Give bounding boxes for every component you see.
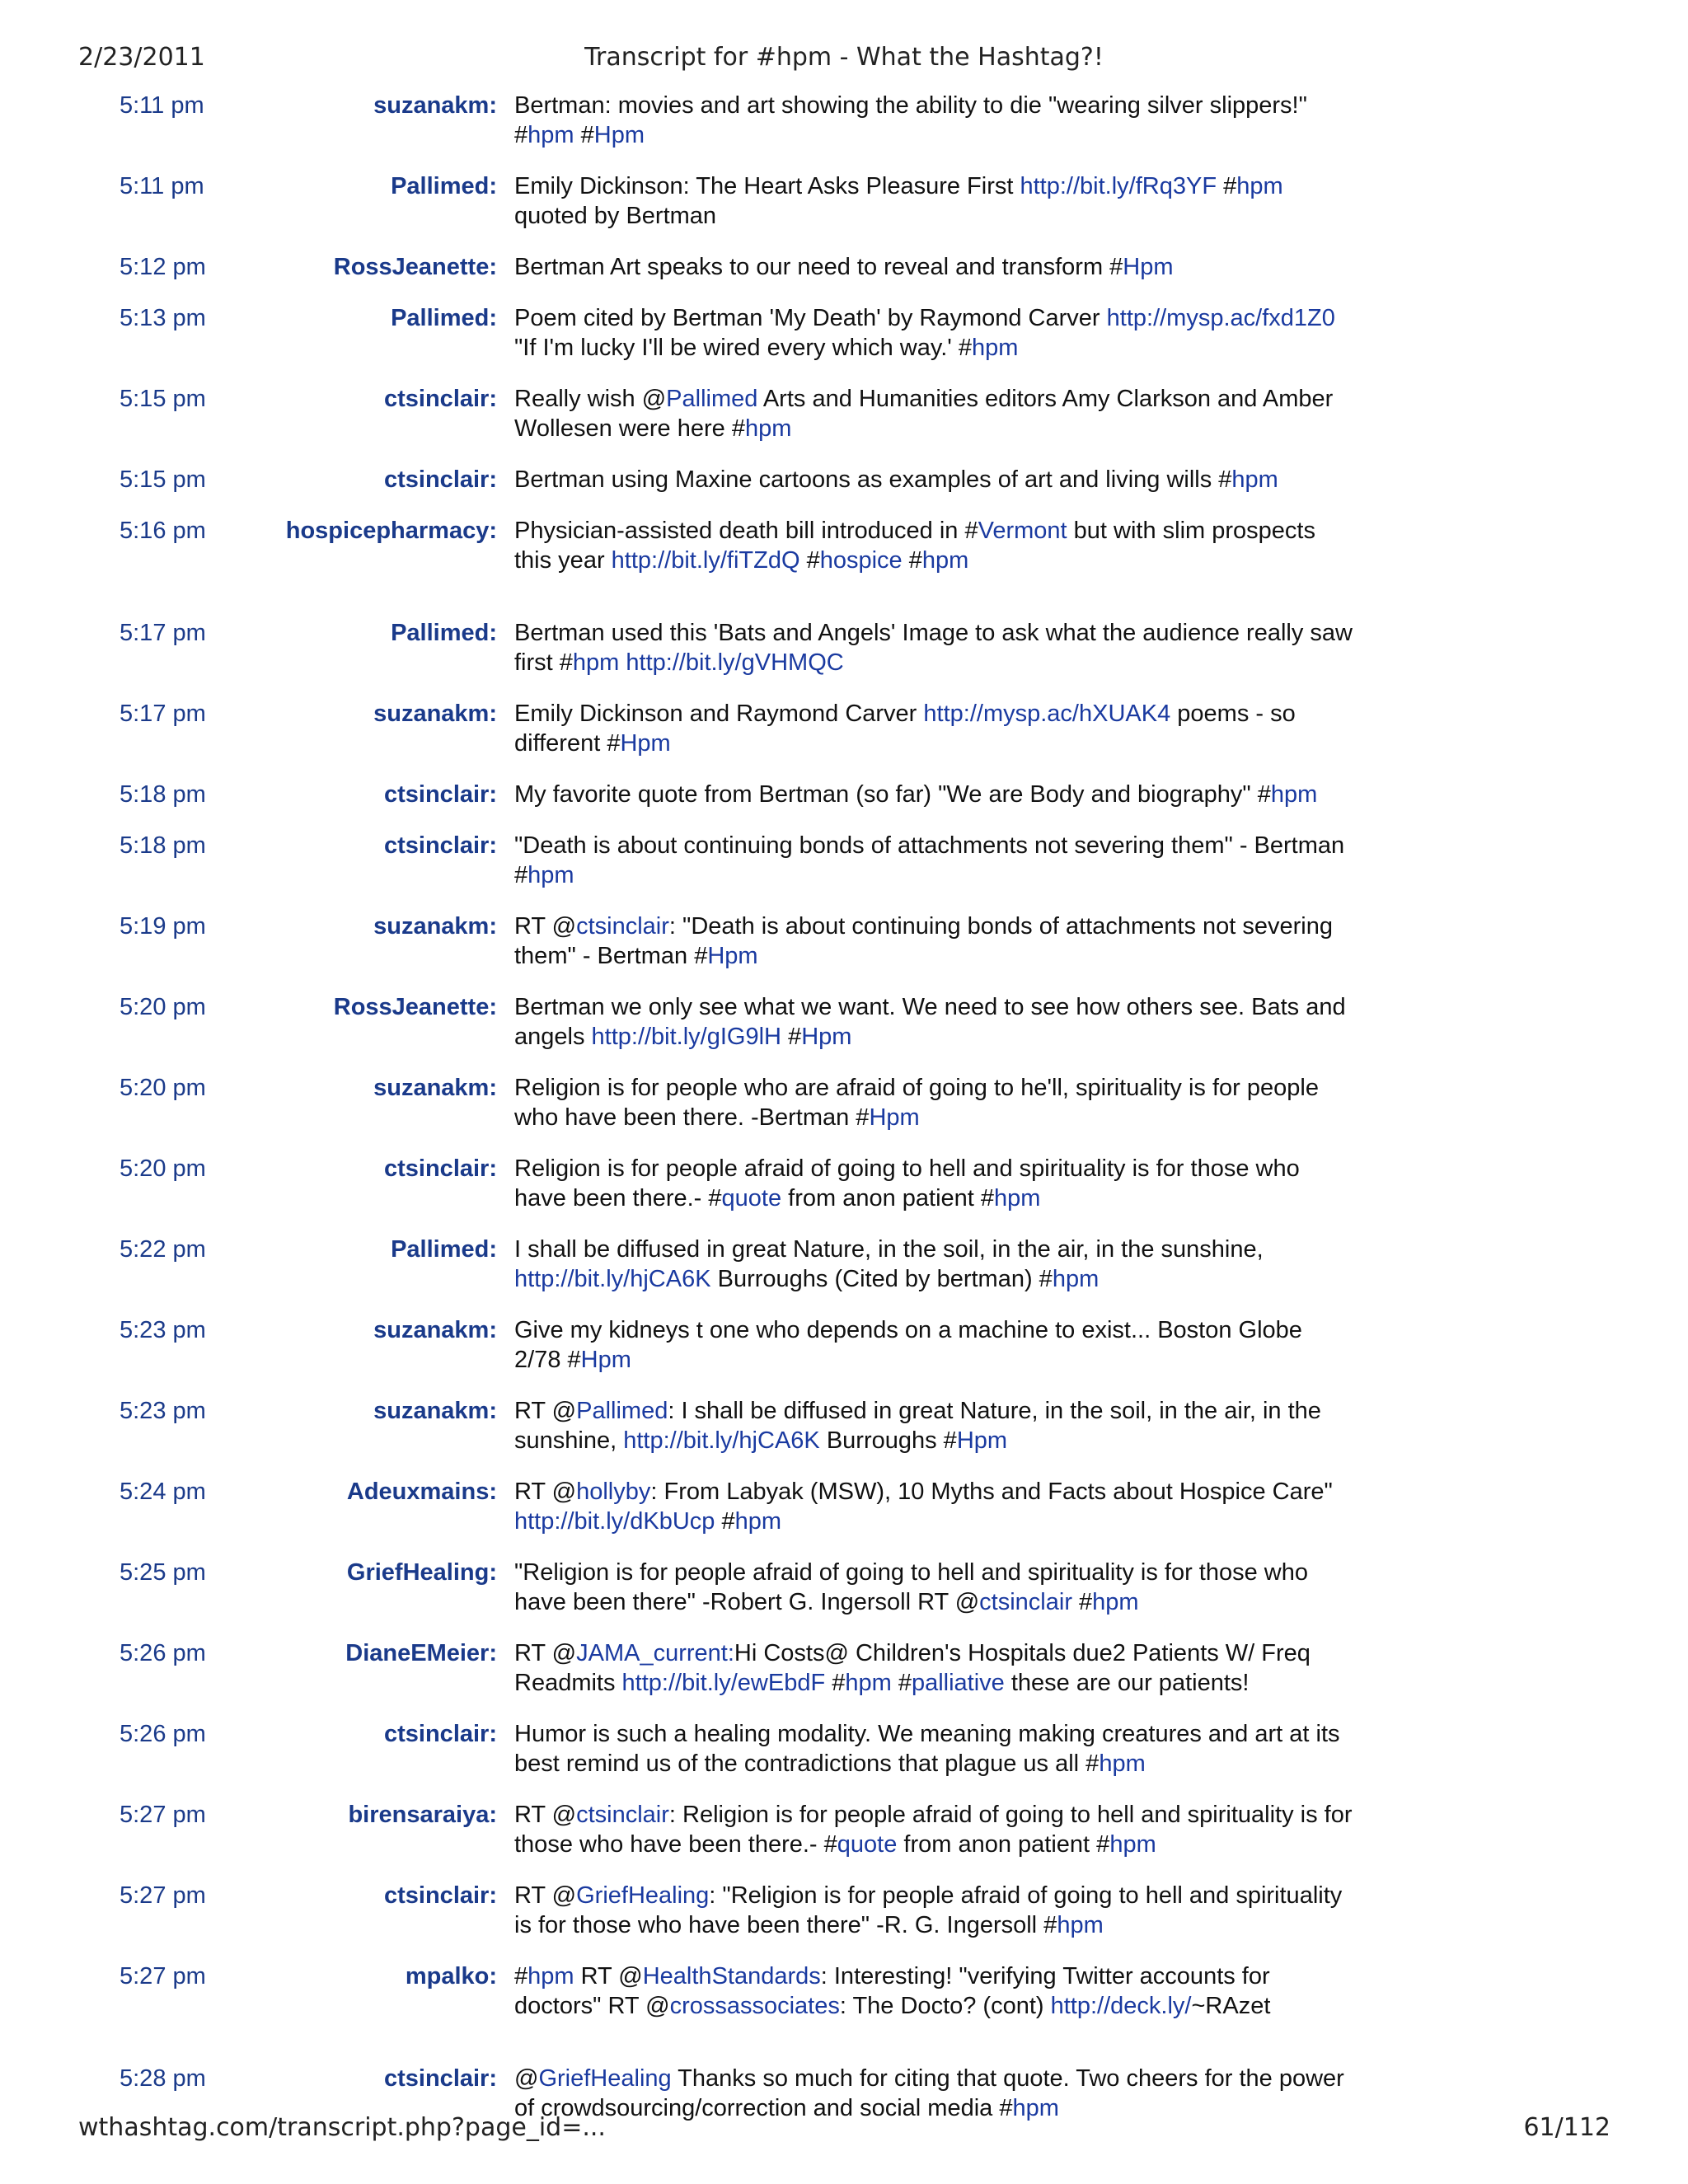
tweet-text: Thanks so much for citing that quote. Two cheers for the power of crowdsourcing/correction and social media # [514, 2065, 1344, 2121]
tweet-link[interactable]: http://bit.ly/hjCA6K [514, 1266, 711, 1292]
tweet-text: RT @ [514, 1398, 577, 1424]
tweet-link[interactable]: hpm [734, 1508, 782, 1535]
transcript-row [0, 465, 1688, 494]
tweet-message [514, 303, 1355, 363]
transcript-row [0, 1881, 1688, 1940]
tweet-link[interactable]: hpm [528, 862, 574, 888]
tweet-username[interactable]: ctsinclair: [384, 832, 497, 859]
tweet-time[interactable]: 5:20 pm [120, 1155, 206, 1182]
tweet-username[interactable]: GriefHealing: [346, 1559, 497, 1586]
tweet-username[interactable]: birensaraiya: [348, 1802, 497, 1828]
tweet-text: # [514, 1963, 528, 1990]
tweet-text: "Religion is for people afraid of going to hell and spirituality is for those who have been there" -Robert G. Ingersoll RT @ [514, 1559, 1309, 1615]
tweet-text: Hi Costs@ Children's Hospitals due2 Patients W/ Freq Readmits [514, 1640, 1311, 1696]
tweet-text: : I shall be diffused in great Nature, in the soil, in the air, in the sunshine, [514, 1398, 1321, 1454]
tweet-message [514, 252, 1355, 282]
tweet-link[interactable]: Hpm [707, 943, 758, 969]
tweet-text: Bertman Art speaks to our need to reveal and transform # [514, 254, 1123, 280]
tweet-username[interactable]: ctsinclair: [384, 1882, 497, 1909]
tweet-username[interactable]: Pallimed: [391, 173, 497, 199]
tweet-time[interactable]: 5:28 pm [120, 2065, 206, 2092]
tweet-time[interactable]: 5:26 pm [120, 1640, 206, 1666]
tweet-text: # [715, 1508, 735, 1535]
tweet-message [514, 992, 1355, 1052]
transcript-row [0, 912, 1688, 971]
tweet-time[interactable]: 5:12 pm [120, 254, 206, 280]
tweet-text: Humor is such a healing modality. We meaning making creatures and art at its best remind us of the contradictions that plague us all # [514, 1721, 1340, 1777]
tweet-username[interactable]: RossJeanette: [333, 994, 497, 1020]
tweet-text: Physician-assisted death bill introduced in # [514, 518, 978, 544]
tweet-text: "Death is about continuing bonds of attachments not severing them" - Bertman # [514, 832, 1345, 888]
transcript-row [0, 992, 1688, 1052]
tweet-link[interactable]: Hpm [620, 730, 671, 757]
tweet-text: # [891, 1670, 912, 1696]
tweet-link[interactable]: ctsinclair [979, 1589, 1072, 1615]
tweet-text: RT @ [514, 1802, 577, 1828]
tweet-text: : "Death is about continuing bonds of attachments not severing them" - Bertman # [514, 913, 1333, 969]
tweet-text: : The Docto? (cont) [839, 1993, 1051, 2019]
tweet-text: these are our patients! [1004, 1670, 1250, 1696]
tweet-text: poems - so different # [514, 701, 1296, 757]
tweet-link[interactable]: JAMA_current: [576, 1640, 734, 1666]
tweet-text: Burroughs # [819, 1427, 957, 1454]
transcript-row [0, 303, 1688, 363]
tweet-text: ~RAzet [1191, 1993, 1271, 2019]
tweet-time[interactable]: 5:19 pm [120, 913, 206, 940]
tweet-username[interactable]: Pallimed: [391, 1236, 497, 1263]
tweet-text: # [574, 122, 594, 148]
tweet-text: RT @ [574, 1963, 643, 1990]
tweet-time[interactable]: 5:11 pm [120, 92, 204, 119]
tweet-link[interactable]: hpm [1099, 1750, 1146, 1777]
tweet-message [514, 2064, 1355, 2123]
tweet-link[interactable]: crossassociates [669, 1993, 840, 2019]
tweet-time[interactable]: 5:15 pm [120, 466, 206, 493]
transcript-row [0, 780, 1688, 809]
tweet-link[interactable]: Vermont [978, 518, 1067, 544]
tweet-text: RT @ [514, 1479, 577, 1505]
tweet-link[interactable]: http://bit.ly/gIG9lH [591, 1024, 782, 1050]
tweet-text: # [902, 547, 922, 574]
tweet-text: Give my kidneys t one who depends on a machine to exist... Boston Globe 2/78 # [514, 1317, 1302, 1373]
tweet-time[interactable]: 5:26 pm [120, 1721, 206, 1747]
tweet-text: # [1071, 1589, 1093, 1615]
tweet-text: "If I'm lucky I'll be wired every which way.' # [514, 335, 972, 361]
tweet-username[interactable]: ctsinclair: [384, 1155, 497, 1182]
transcript-row [0, 1558, 1688, 1617]
tweet-link[interactable]: http://mysp.ac/fxd1Z0 [1106, 305, 1335, 331]
tweet-username[interactable]: ctsinclair: [384, 1721, 497, 1747]
tweet-link[interactable]: ctsinclair [576, 913, 669, 940]
tweet-username[interactable]: hospicepharmacy: [285, 518, 497, 544]
transcript-row [0, 831, 1688, 890]
transcript-row [0, 1235, 1688, 1294]
tweet-link[interactable]: Hpm [593, 122, 645, 148]
tweet-link[interactable]: hpm [528, 122, 574, 148]
tweet-link[interactable]: hpm [572, 649, 620, 676]
tweet-link[interactable]: http://bit.ly/fRq3YF [1020, 173, 1217, 199]
tweet-username[interactable]: suzanakm: [373, 1075, 497, 1101]
tweet-username[interactable]: suzanakm: [373, 913, 497, 940]
tweet-message [514, 1396, 1355, 1455]
tweet-link[interactable]: hpm [845, 1670, 892, 1696]
tweet-text: RT @ [514, 1882, 577, 1909]
tweet-username[interactable]: ctsinclair: [384, 781, 497, 808]
tweet-message [514, 384, 1355, 443]
tweet-time[interactable]: 5:22 pm [120, 1236, 206, 1263]
tweet-text: RT @ [514, 1640, 577, 1666]
tweet-message [514, 1073, 1355, 1132]
transcript-row [0, 1719, 1688, 1779]
tweet-text: : From Labyak (MSW), 10 Myths and Facts about Hospice Care" [650, 1479, 1333, 1505]
tweet-username[interactable]: ctsinclair: [384, 2065, 497, 2092]
tweet-link[interactable]: palliative [911, 1670, 1005, 1696]
tweet-link[interactable]: hpm [1270, 781, 1318, 808]
tweet-link[interactable]: hpm [1012, 2095, 1059, 2121]
transcript-row [0, 1961, 1688, 2021]
transcript-row [0, 699, 1688, 758]
tweet-text: @ [514, 2065, 539, 2092]
tweet-username[interactable]: mpalko: [405, 1963, 497, 1990]
tweet-link[interactable]: hpm [1057, 1912, 1104, 1938]
tweet-text: Bertman we only see what we want. We need to see how others see. Bats and angels [514, 994, 1346, 1050]
tweet-link[interactable]: hpm [744, 415, 792, 442]
transcript-row [0, 1315, 1688, 1375]
tweet-message [514, 780, 1355, 809]
tweet-text: # [781, 1024, 802, 1050]
tweet-message [514, 1881, 1355, 1940]
tweet-text: Bertman: movies and art showing the ability to die "wearing silver slippers!" # [514, 92, 1307, 148]
tweet-link[interactable]: http://bit.ly/ewEbdF [621, 1670, 826, 1696]
tweet-message [514, 618, 1355, 677]
tweet-text: from anon patient # [897, 1831, 1110, 1858]
tweet-text: RT @ [514, 913, 577, 940]
tweet-time[interactable]: 5:17 pm [120, 701, 206, 727]
tweet-time[interactable]: 5:17 pm [120, 620, 206, 646]
tweet-username[interactable]: DianeEMeier: [345, 1640, 497, 1666]
tweet-link[interactable]: HealthStandards [642, 1963, 821, 1990]
transcript-row [0, 516, 1688, 575]
tweet-link[interactable]: hpm [1231, 466, 1278, 493]
transcript-row [0, 91, 1688, 150]
print-date: 2/23/2011 [78, 43, 205, 72]
transcript-row [0, 1477, 1688, 1536]
tweet-link[interactable]: GriefHealing [538, 2065, 672, 2092]
tweet-time[interactable]: 5:27 pm [120, 1882, 206, 1909]
tweet-message [514, 516, 1355, 575]
tweet-username[interactable]: ctsinclair: [384, 466, 497, 493]
tweet-text: : Religion is for people afraid of going to hell and spirituality is for those who have been there.- # [514, 1802, 1353, 1858]
tweet-link[interactable]: hpm [1092, 1589, 1139, 1615]
tweet-text: Bertman used this 'Bats and Angels' Image to ask what the audience really saw first # [514, 620, 1353, 676]
tweet-time[interactable]: 5:18 pm [120, 781, 206, 808]
tweet-link[interactable]: hpm [994, 1185, 1041, 1212]
tweet-text: I shall be diffused in great Nature, in the soil, in the air, in the sunshine, [514, 1236, 1264, 1263]
tweet-link[interactable]: quote [837, 1831, 898, 1858]
tweet-text: : "Religion is for people afraid of going to hell and spirituality is for those who have been there" -R. G. Ingersoll # [514, 1882, 1343, 1938]
tweet-link[interactable]: GriefHealing [576, 1882, 710, 1909]
tweet-message [514, 831, 1355, 890]
tweet-link[interactable]: ctsinclair [576, 1802, 669, 1828]
transcript-row [0, 1396, 1688, 1455]
tweet-link[interactable]: http://bit.ly/dKbUcp [514, 1508, 715, 1535]
tweet-username[interactable]: suzanakm: [373, 1317, 497, 1343]
tweet-text: Poem cited by Bertman 'My Death' by Raymond Carver [514, 305, 1107, 331]
tweet-text: Bertman using Maxine cartoons as examples of art and living wills # [514, 466, 1232, 493]
tweet-time[interactable]: 5:11 pm [120, 173, 204, 199]
tweet-time[interactable]: 5:18 pm [120, 832, 206, 859]
tweet-link[interactable]: http://mysp.ac/hXUAK4 [923, 701, 1171, 727]
tweet-username[interactable]: suzanakm: [373, 701, 497, 727]
tweet-text: My favorite quote from Bertman (so far) "We are Body and biography" # [514, 781, 1271, 808]
tweet-link[interactable]: hpm [921, 547, 969, 574]
tweet-text: # [799, 547, 820, 574]
tweet-time[interactable]: 5:27 pm [120, 1963, 206, 1990]
transcript-row [0, 1800, 1688, 1859]
tweet-link[interactable]: hpm [528, 1963, 574, 1990]
tweet-message [514, 1719, 1355, 1779]
tweet-text: but with slim prospects this year [514, 518, 1315, 574]
transcript-row [0, 1638, 1688, 1698]
tweet-message [514, 1154, 1355, 1213]
tweet-text: Emily Dickinson and Raymond Carver [514, 701, 924, 727]
page-title: Transcript for #hpm - What the Hashtag?! [584, 43, 1104, 72]
tweet-text: Burroughs (Cited by bertman) # [710, 1266, 1053, 1292]
tweet-text: # [1217, 173, 1237, 199]
tweet-message [514, 1800, 1355, 1859]
transcript-row [0, 618, 1688, 677]
tweet-link[interactable]: hollyby [576, 1479, 651, 1505]
tweet-username[interactable]: suzanakm: [373, 1398, 497, 1424]
tweet-time[interactable]: 5:23 pm [120, 1317, 206, 1343]
tweet-text: Emily Dickinson: The Heart Asks Pleasure First [514, 173, 1020, 199]
tweet-time[interactable]: 5:20 pm [120, 1075, 206, 1101]
transcript-row [0, 252, 1688, 282]
tweet-text: # [825, 1670, 846, 1696]
tweet-link[interactable]: hpm [1109, 1831, 1156, 1858]
footer-url[interactable]: wthashtag.com/transcript.php?page_id=... [78, 2113, 606, 2142]
tweet-link[interactable]: hospice [819, 547, 903, 574]
tweet-time[interactable]: 5:16 pm [120, 518, 206, 544]
tweet-time[interactable]: 5:25 pm [120, 1559, 206, 1586]
tweet-username[interactable]: Pallimed: [391, 620, 497, 646]
page-number: 61/112 [1523, 2113, 1611, 2142]
transcript-list [0, 91, 1688, 2121]
tweet-link[interactable]: Pallimed [576, 1398, 668, 1424]
tweet-time[interactable]: 5:24 pm [120, 1479, 206, 1505]
tweet-username[interactable]: suzanakm: [373, 92, 497, 119]
tweet-link[interactable]: Hpm [956, 1427, 1008, 1454]
tweet-message [514, 171, 1355, 231]
tweet-time[interactable]: 5:20 pm [120, 994, 206, 1020]
tweet-link[interactable]: quote [721, 1185, 782, 1212]
tweet-link[interactable]: http://bit.ly/hjCA6K [623, 1427, 820, 1454]
tweet-text: : Interesting! "verifying Twitter accounts for doctors" RT @ [514, 1963, 1270, 2019]
tweet-text: quoted by Bertman [514, 203, 717, 229]
tweet-username[interactable]: RossJeanette: [333, 254, 497, 280]
tweet-link[interactable]: Hpm [1123, 254, 1174, 280]
transcript-row [0, 1154, 1688, 1213]
transcript-row [0, 384, 1688, 443]
tweet-time[interactable]: 5:15 pm [120, 386, 206, 412]
tweet-username[interactable]: ctsinclair: [384, 386, 497, 412]
tweet-message [514, 1235, 1355, 1294]
tweet-link[interactable]: hpm [1052, 1266, 1100, 1292]
tweet-username[interactable]: Pallimed: [391, 305, 497, 331]
tweet-link[interactable]: Hpm [580, 1347, 631, 1373]
tweet-time[interactable]: 5:23 pm [120, 1398, 206, 1424]
tweet-text: Religion is for people afraid of going to hell and spirituality is for those who have been there.- # [514, 1155, 1300, 1212]
tweet-message [514, 912, 1355, 971]
tweet-message [514, 1477, 1355, 1536]
tweet-message [514, 1961, 1355, 2021]
tweet-message [514, 1315, 1355, 1375]
tweet-link[interactable]: Hpm [869, 1104, 920, 1131]
tweet-message [514, 91, 1355, 150]
tweet-text: Religion is for people who are afraid of going to he'll, spirituality is for people who have been there. -Bertman # [514, 1075, 1319, 1131]
tweet-link[interactable]: http://deck.ly/ [1050, 1993, 1192, 2019]
tweet-link[interactable]: http://bit.ly/fiTZdQ [611, 547, 800, 574]
tweet-link[interactable]: hpm [1236, 173, 1283, 199]
tweet-time[interactable]: 5:13 pm [120, 305, 206, 331]
tweet-text: Arts and Humanities editors Amy Clarkson and Amber Wollesen were here # [514, 386, 1334, 442]
tweet-message [514, 1558, 1355, 1617]
tweet-message [514, 1638, 1355, 1698]
tweet-text: from anon patient # [781, 1185, 995, 1212]
tweet-link[interactable]: Pallimed [666, 386, 758, 412]
tweet-message [514, 465, 1355, 494]
tweet-username[interactable]: Adeuxmains: [346, 1479, 497, 1505]
transcript-row [0, 171, 1688, 231]
tweet-time[interactable]: 5:27 pm [120, 1802, 206, 1828]
tweet-text: Really wish @ [514, 386, 667, 412]
tweet-link[interactable]: hpm [971, 335, 1019, 361]
tweet-message [514, 699, 1355, 758]
tweet-link[interactable]: Hpm [801, 1024, 852, 1050]
transcript-row [0, 1073, 1688, 1132]
tweet-link[interactable]: http://bit.ly/gVHMQC [626, 649, 844, 676]
